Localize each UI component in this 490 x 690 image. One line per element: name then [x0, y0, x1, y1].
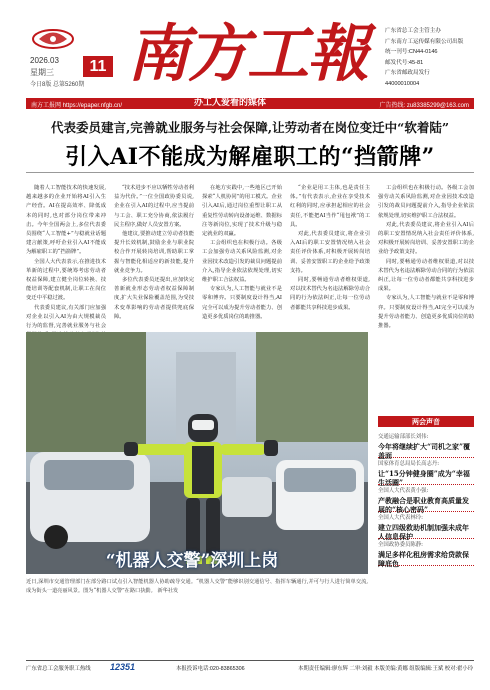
publisher-info-line: 广东省总工会主管主办 — [385, 28, 441, 34]
contact-email[interactable]: 广告热线: zu83385299@163.com — [379, 103, 469, 109]
sidebar-item-title: 产教融合是职业教育高质量发展的“核心密码” — [378, 496, 469, 514]
sidebar-item[interactable] — [378, 512, 474, 539]
hotline-number: 12351 — [110, 662, 136, 672]
complaint-phone: 本报投诉电话:020-83865306 — [176, 666, 245, 672]
sidebar-item-source: 全国人大代表黄小强: — [378, 488, 429, 494]
article-paragraph: 工会组织也在积极行动。各级工会加强劳动关系风险监测,对企业因技术改造引发的裁员问题提前介入,指导企业依法依规处理,切实维护职工合法权益。 — [378, 185, 474, 219]
article-paragraph: 多位代表委员还提出,应加快完善新就业形态劳动者权益保障制度,扩大失业保险覆盖范围,为受技术变革影响的劳动者提供兜底保障。 — [114, 277, 194, 320]
sidebar-item-title: 建立四级救助机制加强未成年人信息保护 — [378, 523, 469, 541]
article-paragraph: “技术进步不应以牺牲劳动者利益为代价。”一位全国政协委员说,企业在引入AI的过程中,应当提前与工会、职工充分协商,依法履行民主程序,做好人员安置方案。 — [114, 185, 194, 228]
slogan: 办工人爱看的媒体 — [194, 98, 267, 108]
sidebar-item[interactable] — [378, 485, 474, 512]
sidebar-item-source: 全国政协委员陈静: — [378, 542, 423, 548]
article-paragraph: 工会组织也在积极行动。各级工会加强劳动关系风险监测,对企业因技术改造引发的裁员问题提前介入,指导企业依法依规处理,切实维护职工合法权益。 — [202, 240, 282, 284]
headline-kicker: 代表委员建言,完善就业服务与社会保障,让劳动者在岗位变迁中“软着陆” — [50, 120, 450, 135]
sidebar-item-source: 全国人大代表林玲: — [378, 515, 423, 521]
robot-traffic-police-photo — [26, 332, 368, 574]
editor-credits: 本期责任编辑:廖东辉 二审:刘毅 本版美编:黄娜 组版编辑:王斌 校对:翟小玲 — [298, 666, 474, 672]
slogan-bar — [26, 98, 474, 109]
article-column-5 — [378, 184, 474, 410]
newspaper-title: 南方工報 — [126, 17, 367, 90]
article-paragraph: 同时,要畅通劳动者维权渠道,对以技术替代为名违法解除劳动合同的行为依法纠正,让每一位劳动者都能共享科技进步成果。 — [378, 258, 474, 293]
hotline-label: 广东省总工会服务职工热线 — [26, 666, 91, 672]
publisher-info — [385, 26, 485, 89]
article-paragraph: 随着人工智能技术的快速发展,越来越多的企业开始将AI引入生产经营。AI在提高效率、降低成本的同时,也对部分岗位带来冲击。今年全国两会上,多位代表委员围绕“人工智能+”与稳就业话题建言献策,呼吁企业引入AI不能成为解雇职工的“挡箭牌”。 — [26, 185, 106, 256]
issue-pages: 今日8版 总第5260期 — [30, 82, 85, 88]
photo-caption: 近日,深圳市交通管理部门在部分路口试点引入智能机器人协助疏导交通。“机器人交警”能够识别交通信号、指挥车辆通行,并可与行人进行简单交流,成为街头一道亮丽风景。图为“机器人交警”在路口执勤。 新华社发 — [26, 579, 368, 594]
sidebar-item[interactable] — [378, 431, 474, 458]
issue-date: 2026.03 — [30, 56, 59, 65]
sidebar-item-title: 让“15分钟健身圈”成为“幸福生活圈” — [378, 469, 470, 487]
article-paragraph: 专家认为,人工智能与就业不是零和博弈。只要制度设计得当,AI完全可以成为提升劳动者能力、创造更多优质岗位的助推器。 — [378, 295, 474, 330]
sidebar-item-source: 国家体育总局局长高志丹: — [378, 461, 440, 467]
publisher-info-line: 44000010004 — [385, 80, 420, 87]
article-paragraph: 同时,要畅通劳动者维权渠道,对以技术替代为名违法解除劳动合同的行为依法纠正,让每一位劳动者都能共享科技进步成果。 — [290, 277, 370, 311]
publisher-info-line: 邮发代号:45-81 — [385, 59, 424, 66]
masthead-left — [30, 28, 120, 88]
sidebar-heading: 两会声音 — [378, 416, 474, 427]
article-paragraph: 全国人大代表表示,在推进技术革新的过程中,要统筹考虑劳动者权益保障,建立健全岗位转换、技能培训等配套机制,让职工在岗位变迁中平稳过渡。 — [26, 258, 106, 302]
article-paragraph: 对此,代表委员建议,将企业引入AI后的职工安置情况纳入社会责任评价体系,对积极开展转岗培训、妥善安置职工的企业给予政策支持。 — [290, 231, 370, 274]
sidebar-item[interactable] — [378, 539, 474, 566]
article-column-2 — [114, 184, 194, 326]
sidebar-item[interactable] — [378, 458, 474, 485]
article-paragraph: “企业是用工主体,也是责任主体。”有代表表示,企业在享受技术红利的同时,应承担起相应的社会责任,不能把AI当作“甩包袱”的工具。 — [290, 185, 370, 228]
divider — [26, 172, 474, 173]
website-link[interactable]: 南方工报网 https://epaper.nfgb.cn/ — [31, 103, 123, 109]
article-paragraph: 专家认为,人工智能与就业不是零和博弈。只要制度设计得当,AI完全可以成为提升劳动者能力、创造更多优质岗位的助推器。 — [202, 286, 282, 320]
article-paragraph: 代表委员建议,有关部门应加强对企业以引入AI为由大规模裁员行为的监督,完善就业服务与社会 — [26, 304, 106, 330]
photo-title: “机器人交警”深圳上岗 — [105, 551, 279, 571]
sidebar-item-title: 今年将继续扩大“司机之家”覆盖面 — [378, 442, 471, 460]
article-column-4 — [290, 184, 370, 326]
issue-weekday: 星期三 — [30, 68, 54, 77]
sidebar-item-source: 交通运输部部长刘伟: — [378, 434, 429, 440]
article-paragraph: 他建议,要推动建立劳动者技能提升长效机制,鼓励企业与职业院校合作开展转岗培训,帮助职工掌握与智能化相适应的新技能,提升就业竞争力。 — [114, 231, 194, 274]
main-headline: 引入AI不能成为解雇职工的“挡箭牌” — [65, 144, 435, 170]
sidebar-list — [378, 431, 474, 566]
news-photo — [26, 332, 368, 574]
article-column-3 — [202, 184, 282, 326]
workers-union-logo-icon — [30, 28, 76, 50]
publisher-info-line: 广东南方工运传媒有限公司出版 — [385, 38, 464, 45]
article-paragraph: 对此,代表委员建议,将企业引入AI后的职工安置情况纳入社会责任评价体系,对积极开展转岗培训、妥善安置职工的企业给予政策支持。 — [378, 221, 474, 256]
footer-divider — [26, 660, 474, 661]
issue-day: 11 — [83, 56, 113, 77]
publisher-info-line: 广东省邮政局发行 — [385, 70, 430, 76]
article-column-1 — [26, 184, 106, 330]
sidebar-item-title: 满足多样化租房需求给贷款保障底色 — [378, 550, 469, 568]
article-paragraph: 在地方实践中,一些地区已开始探索“人机协同”的用工模式。企业引入AI后,通过岗位重塑让职工从重复性劳动转向设备运维、数据标注等新岗位,实现了技术升级与稳定就业的双赢。 — [202, 185, 282, 238]
publisher-info-line: 统一刊号:CN44-0146 — [385, 49, 438, 55]
